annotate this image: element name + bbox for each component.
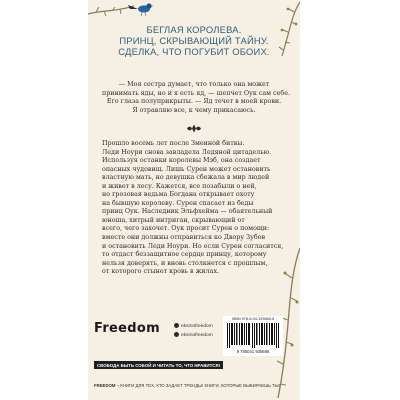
barcode-number: 9 785041 935696 — [236, 349, 270, 354]
description-line: вместе они должны отправиться ко Двору Зубов — [102, 234, 266, 242]
description-line: и живет в лесу. Кажется, все позабыли о ней, — [102, 182, 257, 190]
description-line: Прошло восемь лет после Змеиной битвы. — [102, 140, 245, 147]
tagline-text: – КНИГИ ДЛЯ ТЕХ, КТО ЗАДАЕТ ТРЕНДЫ! КНИГИ, КОТОРЫЕ ВЫБИРАЕШЬ ТЫ! — [115, 383, 280, 388]
description-line: Используя останки королевы Мэб, она создает — [102, 157, 261, 165]
quote-line: Его глаза полуприкрыты. — Яд течет в моей крови. — [106, 98, 282, 106]
headline-line: БЕГЛАЯ КОРОЛЕВА. — [146, 24, 242, 35]
social-handle-text: eksmofreedom — [181, 332, 213, 338]
quote-line: Я отравляю все, к чему прикасаюсь. — [132, 106, 256, 114]
social-handle — [174, 323, 213, 329]
ornament-icon — [186, 124, 202, 133]
description-line: но грозовая ведьма Богдана открывает охоту — [102, 191, 255, 199]
description-line: и остановить Леди Ноури. Но если Сурен согласится, — [102, 242, 284, 250]
description-line: властную мать, но девушка сбежала в мир людей — [102, 174, 270, 182]
description-line: опасных чудовищ. Лишь Сурен может остановить — [102, 165, 271, 173]
description-line: от которого стынет кровь в жилах. — [102, 268, 220, 276]
social-icon — [174, 323, 179, 328]
social-handle — [174, 332, 213, 338]
description-line: всего, чего захочет. Оук просит Сурен о помощи: — [102, 225, 270, 233]
quote-line: — Моя сестра думает, что только она может — [118, 81, 270, 88]
headline — [88, 24, 300, 57]
description-line: нельзя доверять, и вновь столкнется с прошлым, — [102, 259, 268, 267]
quote-text — [102, 81, 291, 115]
description-line: на бывшую королеву. Сурен спасает из беды — [102, 199, 254, 207]
description-line: Леди Ноури снова завладела Ледяной цитаделью. — [102, 148, 272, 156]
publisher-logo: Freedom — [94, 321, 160, 336]
headline-line: ПРИНЦ, СКРЫВАЮЩИЙ ТАЙНУ. — [119, 35, 269, 46]
barcode — [227, 323, 279, 348]
tagline-brand: FREEDOM — [94, 383, 116, 388]
isbn-text: ISBN 978-5-04-193569-6 — [231, 317, 275, 321]
barcode-block — [223, 316, 283, 356]
book-back-cover — [88, 0, 300, 400]
description-line: юноша, хитрый интриган, скрывающий от — [102, 216, 245, 224]
description-line: то отдаст беззащитное сердце принцу, которому — [102, 251, 267, 259]
description-text — [102, 140, 286, 277]
quote-line: принимать яды, но и я есть яд, — шепчет Оук сам себе. — [102, 89, 291, 97]
publisher-block — [94, 321, 160, 336]
social-icon — [174, 332, 179, 337]
description-line: принц Оук. Наследник Эльфхейма — обаятельный — [102, 208, 273, 216]
slogan-banner: СВОБОДА БЫТЬ СОБОЙ И ЧИТАТЬ ТО, ЧТО НРАВИТСЯ! — [94, 361, 223, 369]
tagline — [94, 383, 280, 388]
social-handle-text: eksmofreedom — [181, 323, 213, 329]
headline-line: СДЕЛКА, ЧТО ПОГУБИТ ОБОИХ. — [118, 46, 270, 57]
